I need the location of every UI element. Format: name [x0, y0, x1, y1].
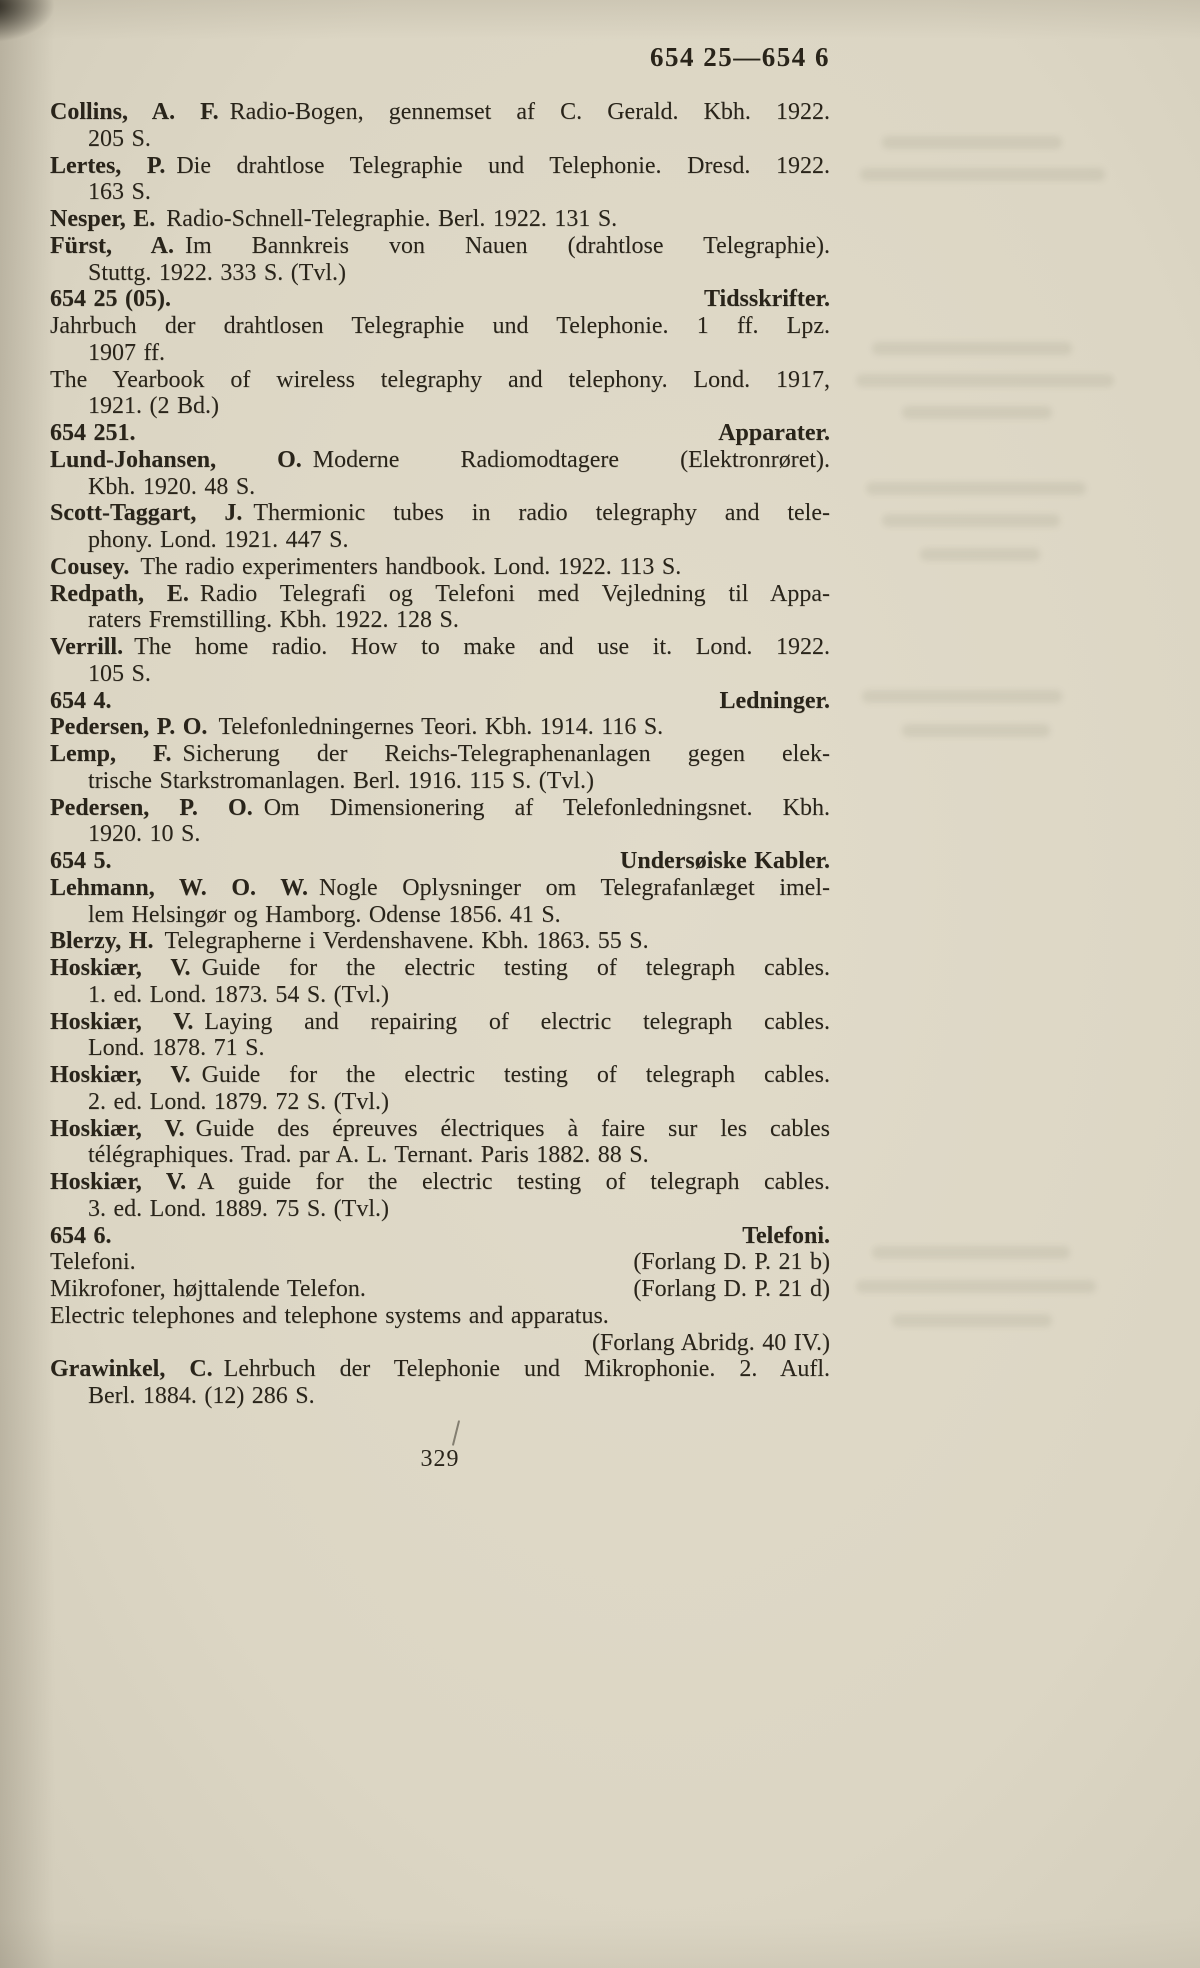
- entry-text: 1921. (2 Bd.): [88, 393, 219, 420]
- entry-continuation-line: [50, 1383, 830, 1410]
- entry-first-line: [50, 99, 830, 126]
- entry-author: Hoskiær, V.: [50, 1115, 185, 1142]
- section-heading: [50, 286, 830, 313]
- entry-text: 205 S.: [88, 125, 151, 152]
- note-line: [50, 1303, 830, 1330]
- page-header-classmark-range: 654 25—654 6: [650, 42, 830, 72]
- bleed-through-artifact: [902, 724, 1050, 737]
- entry-author: Collins, A. F.: [50, 99, 219, 125]
- entry-text: Thermionic tubes in radio telegraphy and tele-: [253, 500, 830, 527]
- entry-first-line: [50, 795, 830, 822]
- entry-text: The radio experimenters handbook. Lond. 1922. 113 S.: [140, 553, 682, 580]
- bleed-through-artifact: [902, 406, 1052, 419]
- entry-first-line: [50, 634, 830, 661]
- entry-text: 163 S.: [88, 179, 151, 206]
- entry-text: Stuttg. 1922. 333 S. (Tvl.): [88, 259, 347, 286]
- entry-continuation-line: [50, 260, 830, 287]
- xref-pointer: (Forlang D. P. 21 b): [633, 1249, 830, 1276]
- cross-reference-row: [50, 1249, 830, 1276]
- section-title: Apparater.: [718, 420, 830, 446]
- xref-subject: Mikrofoner, højttalende Telefon.: [50, 1276, 366, 1302]
- xref-pointer: (Forlang D. P. 21 d): [633, 1276, 830, 1302]
- entry-author: Blerzy, H.: [50, 928, 154, 955]
- entry-author: Lehmann, W. O. W.: [50, 874, 309, 901]
- entry-text: Om Dimensionering af Telefonledningsnet. Kbh.: [263, 794, 831, 821]
- entry-continuation-line: [50, 661, 830, 688]
- entry-first-line: [50, 928, 830, 955]
- entry-text: Sicherung der Reichs-Telegraphenanlagen gegen elek-: [182, 741, 830, 767]
- bleed-through-artifact: [882, 136, 1062, 149]
- entry-first-line: [50, 714, 830, 741]
- section-code: 654 25 (05).: [50, 286, 171, 313]
- section-title: Undersøiske Kabler.: [620, 848, 830, 874]
- entry-text: Jahrbuch der drahtlosen Telegraphie und Telephonie. 1 ff. Lpz.: [50, 313, 830, 339]
- entry-first-line: [50, 581, 830, 608]
- entry-first-line: [50, 233, 830, 260]
- entry-continuation-line: [50, 768, 830, 795]
- entry-first-line: [50, 955, 830, 982]
- bleed-through-artifact: [920, 548, 1040, 561]
- bleed-through-artifact: [872, 342, 1072, 355]
- entry-author: Grawinkel, C.: [50, 1356, 213, 1383]
- bibliography-list: [50, 99, 830, 1410]
- entry-text: Laying and repairing of electric telegraph cables.: [204, 1008, 831, 1035]
- entry-author: Hoskiær, V.: [50, 1062, 191, 1088]
- bleed-through-artifact: [856, 374, 1114, 387]
- entry-author: Hoskiær, V.: [50, 1008, 194, 1035]
- entry-continuation-line: [50, 982, 830, 1009]
- entry-continuation-line: [50, 126, 830, 153]
- entry-continuation-line: [50, 821, 830, 848]
- entry-text: Die drahtlose Telegraphie und Telephonie. Dresd. 1922.: [176, 152, 830, 179]
- entry-author: Pedersen, P. O.: [50, 794, 253, 821]
- entry-text: A guide for the electric testing of telegraph cables.: [197, 1169, 830, 1195]
- bleed-through-artifact: [872, 1246, 1070, 1259]
- entry-continuation-line: [50, 340, 830, 367]
- entry-author: Cousey.: [50, 553, 130, 580]
- entry-author: Pedersen, P. O.: [50, 714, 208, 741]
- entry-text: phony. Lond. 1921. 447 S.: [88, 527, 349, 553]
- entry-author: Fürst, A.: [50, 232, 174, 259]
- bleed-through-artifact: [882, 514, 1060, 527]
- entry-continuation-line: [50, 1035, 830, 1062]
- bleed-through-artifact: [866, 482, 1086, 495]
- entry-text: Kbh. 1920. 48 S.: [88, 473, 256, 500]
- entry-text: 105 S.: [88, 660, 151, 687]
- entry-author: Hoskiær, V.: [50, 1169, 187, 1195]
- entry-continuation-line: [50, 1196, 830, 1223]
- bleed-through-artifact: [862, 690, 1062, 703]
- entry-continuation-line: [50, 1089, 830, 1116]
- entry-text: 1. ed. Lond. 1873. 54 S. (Tvl.): [88, 981, 389, 1008]
- section-heading: [50, 848, 830, 875]
- entry-text: lem Helsingør og Hamborg. Odense 1856. 41 S.: [88, 901, 561, 928]
- entry-text: Im Bannkreis von Nauen (drahtlose Telegraphie).: [185, 232, 831, 259]
- entry-first-line: [50, 206, 830, 233]
- entry-author: Lund-Johansen, O.: [50, 446, 302, 473]
- entry-first-line: [50, 367, 830, 394]
- entry-text: Radio Telegrafi og Telefoni med Vejledning til Appa-: [199, 580, 830, 607]
- entry-text: Lehrbuch der Telephonie und Mikrophonie. 2. Aufl.: [223, 1356, 830, 1383]
- entry-author: Scott-Taggart, J.: [50, 500, 243, 527]
- bleed-through-artifact: [892, 1314, 1052, 1327]
- entry-author: Verrill.: [50, 634, 124, 660]
- entry-text: 3. ed. Lond. 1889. 75 S. (Tvl.): [88, 1195, 389, 1222]
- xref-pointer: (Forlang Abridg. 40 IV.): [591, 1329, 830, 1356]
- bleed-through-artifact: [860, 168, 1105, 181]
- entry-first-line: [50, 875, 830, 902]
- entry-continuation-line: [50, 474, 830, 501]
- entry-first-line: [50, 500, 830, 527]
- entry-first-line: [50, 313, 830, 340]
- entry-author: Redpath, E.: [50, 580, 189, 607]
- section-code: 654 251.: [50, 420, 136, 446]
- entry-continuation-line: [50, 527, 830, 554]
- entry-continuation-line: [50, 902, 830, 929]
- entry-first-line: [50, 741, 830, 768]
- section-title: Telefoni.: [742, 1222, 830, 1249]
- entry-text: Berl. 1884. (12) 286 S.: [88, 1383, 315, 1409]
- entry-continuation-line: [50, 1142, 830, 1169]
- entry-text: The Yearbook of wireless telegraphy and telephony. Lond. 1917,: [50, 366, 830, 393]
- note-text: Electric telephones and telephone systems and apparatus.: [50, 1302, 609, 1329]
- cross-reference-row: [50, 1276, 830, 1303]
- section-title: Tidsskrifter.: [703, 286, 830, 313]
- section-code: 654 6.: [50, 1222, 112, 1249]
- entry-continuation-line: [50, 179, 830, 206]
- entry-continuation-line: [50, 393, 830, 420]
- entry-text: Radio-Bogen, gennemset af C. Gerald. Kbh. 1922.: [229, 99, 830, 125]
- section-code: 654 5.: [50, 848, 112, 874]
- section-heading: [50, 420, 830, 447]
- xref-subject: Telefoni.: [50, 1249, 136, 1276]
- scan-scratch-artifact: [452, 1420, 460, 1446]
- entry-text: raters Fremstilling. Kbh. 1922. 128 S.: [88, 607, 459, 634]
- entry-first-line: [50, 153, 830, 180]
- entry-text: 1920. 10 S.: [88, 821, 201, 848]
- entry-text: 2. ed. Lond. 1879. 72 S. (Tvl.): [88, 1088, 389, 1115]
- entry-text: The home radio. How to make and use it. Lond. 1922.: [134, 634, 830, 660]
- entry-text: Radio-Schnell-Telegraphie. Berl. 1922. 131 S.: [166, 206, 618, 232]
- entry-first-line: [50, 1116, 830, 1143]
- entry-first-line: [50, 1062, 830, 1089]
- entry-continuation-line: [50, 607, 830, 634]
- entry-text: Guide for the electric testing of telegraph cables.: [201, 1062, 830, 1088]
- section-heading: [50, 688, 830, 715]
- entry-author: Hoskiær, V.: [50, 955, 191, 981]
- section-heading: [50, 1223, 830, 1250]
- note-pointer-line: [50, 1330, 830, 1357]
- entry-author: Nesper, E.: [50, 206, 156, 232]
- entry-text: Guide des épreuves électriques à faire sur les cables: [195, 1115, 830, 1142]
- page-number: 329: [420, 1446, 460, 1472]
- entry-first-line: [50, 1356, 830, 1383]
- entry-author: Lemp, F.: [50, 741, 172, 767]
- entry-text: télégraphiques. Trad. par A. L. Ternant. Paris 1882. 88 S.: [88, 1142, 649, 1169]
- entry-text: Lond. 1878. 71 S.: [88, 1035, 265, 1062]
- section-code: 654 4.: [50, 687, 112, 714]
- entry-first-line: [50, 554, 830, 581]
- entry-text: 1907 ff.: [88, 339, 166, 366]
- entry-first-line: [50, 447, 830, 474]
- entry-text: Telegrapherne i Verdenshavene. Kbh. 1863. 55 S.: [164, 928, 649, 955]
- entry-text: Nogle Oplysninger om Telegrafanlæget imel-: [319, 874, 830, 901]
- entry-first-line: [50, 1169, 830, 1196]
- entry-first-line: [50, 1009, 830, 1036]
- entry-text: Telefonledningernes Teori. Kbh. 1914. 116 S.: [218, 714, 664, 741]
- entry-text: Moderne Radiomodtagere (Elektronrøret).: [312, 446, 831, 473]
- section-title: Ledninger.: [719, 687, 830, 714]
- entry-text: trische Starkstromanlagen. Berl. 1916. 115 S. (Tvl.): [88, 767, 595, 794]
- entry-author: Lertes, P.: [50, 152, 166, 179]
- entry-text: Guide for the electric testing of telegraph cables.: [201, 955, 830, 981]
- bleed-through-artifact: [856, 1280, 1096, 1293]
